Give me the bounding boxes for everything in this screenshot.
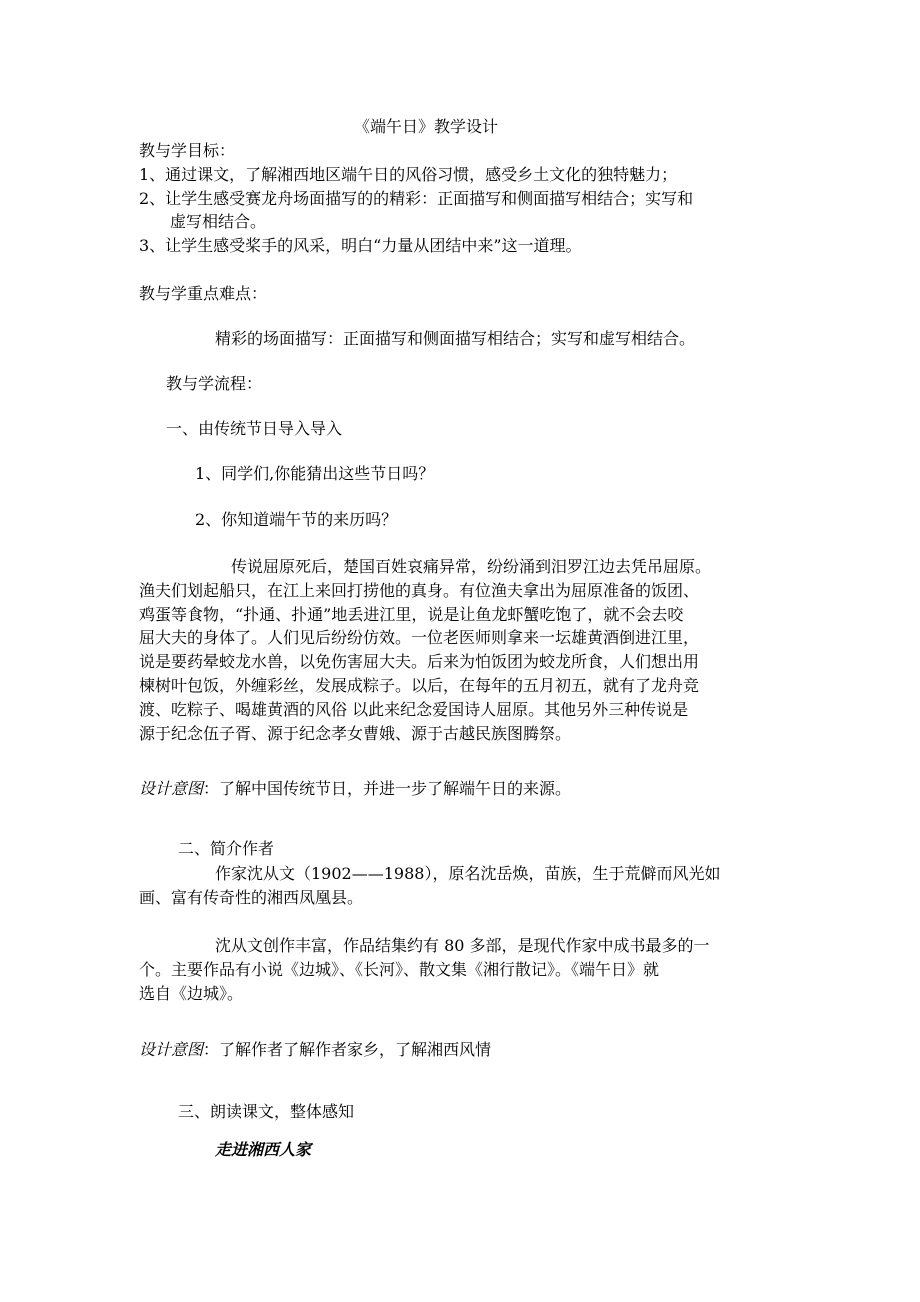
goals-heading: 教与学目标： xyxy=(139,141,236,160)
legend-line: 渡、吃粽子、喝雄黄酒的风俗 以此来纪念爱国诗人屈原。其他另外三种传说是 xyxy=(139,699,689,719)
legend-line: 屈大夫的身体了。人们见后纷纷仿效。一位老医师则拿来一坛雄黄酒倒进江里， xyxy=(139,628,700,648)
author-line: 作家沈从文（1902——1988），原名沈岳焕，苗族，生于荒僻而风光如 xyxy=(215,864,721,883)
legend-paragraph xyxy=(139,555,781,745)
design-intent-1 xyxy=(139,779,571,799)
author-line: 个。主要作品有小说《边城》、《长河》、散文集《湘行散记》。《端午日》就 xyxy=(139,959,660,979)
goal-item: 2、让学生感受赛龙舟场面描写的的精彩：正面描写和侧面描写相结合；实写和 xyxy=(139,189,694,208)
flow-heading: 教与学流程： xyxy=(166,374,263,393)
legend-line: 源于纪念伍子胥、源于纪念孝女曹娥、源于古越民族图腾祭。 xyxy=(139,723,572,743)
author-line: 选自《边城》。 xyxy=(139,983,244,1003)
author-paragraph-1 xyxy=(139,862,781,910)
legend-line: 传说屈原死后，楚国百姓哀痛异常，纷纷涌到汨罗江边去凭吊屈原。 xyxy=(231,557,712,576)
section-3-heading: 三、朗读课文，整体感知 xyxy=(178,1102,355,1121)
document-title: 《端午日》教学设计 xyxy=(354,117,499,136)
key-points-heading: 教与学重点难点： xyxy=(139,284,268,303)
author-line: 画、富有传奇性的湘西凤凰县。 xyxy=(139,887,364,907)
key-points-text: 精彩的场面描写：正面描写和侧面描写相结合；实写和虚写相结合。 xyxy=(215,329,696,348)
section-1-question-1: 1、同学们,你能猜出这些节日吗？ xyxy=(195,464,435,483)
design-intent-label: 设计意图 xyxy=(139,1040,204,1059)
author-paragraph-2 xyxy=(139,934,781,1005)
legend-line: 说是要药晕蛟龙水兽，以免伤害屈大夫。后来为怕饭团为蛟龙所食，人们想出用 xyxy=(139,652,700,672)
design-intent-text: ：了解中国传统节日，并进一步了解端午日的来源。 xyxy=(203,779,572,798)
design-intent-2 xyxy=(139,1040,491,1060)
goal-item: 1、通过课文，了解湘西地区端午日的风俗习惯，感受乡土文化的独特魅力； xyxy=(139,165,678,184)
section-1-heading: 一、由传统节日导入导入 xyxy=(166,419,343,438)
section-1-question-2: 2、你知道端午节的来历吗？ xyxy=(195,510,398,529)
legend-line: 渔夫们划起船只，在江上来回打捞他的真身。有位渔夫拿出为屈原准备的饭团、 xyxy=(139,580,700,600)
design-intent-text: ：了解作者了解作者家乡，了解湘西风情 xyxy=(203,1040,492,1059)
legend-line: 楝树叶包饭，外缠彩丝，发展成粽子。以后，在每年的五月初五，就有了龙舟竞 xyxy=(139,675,700,695)
author-line: 沈从文创作丰富，作品结集约有 80 多部，是现代作家中成书最多的一 xyxy=(215,936,710,955)
section-3-subheading: 走进湘西人家 xyxy=(215,1140,312,1159)
goal-item-continuation: 虚写相结合。 xyxy=(170,212,267,231)
goal-item: 3、让学生感受桨手的风采，明白“力量从团结中来”这一道理。 xyxy=(139,236,582,255)
section-2-heading: 二、简介作者 xyxy=(178,839,275,858)
design-intent-label: 设计意图 xyxy=(139,779,204,798)
legend-line: 鸡蛋等食物，“扑通、扑通”地丢进江里，说是让鱼龙虾蟹吃饱了，就不会去咬 xyxy=(139,604,684,624)
